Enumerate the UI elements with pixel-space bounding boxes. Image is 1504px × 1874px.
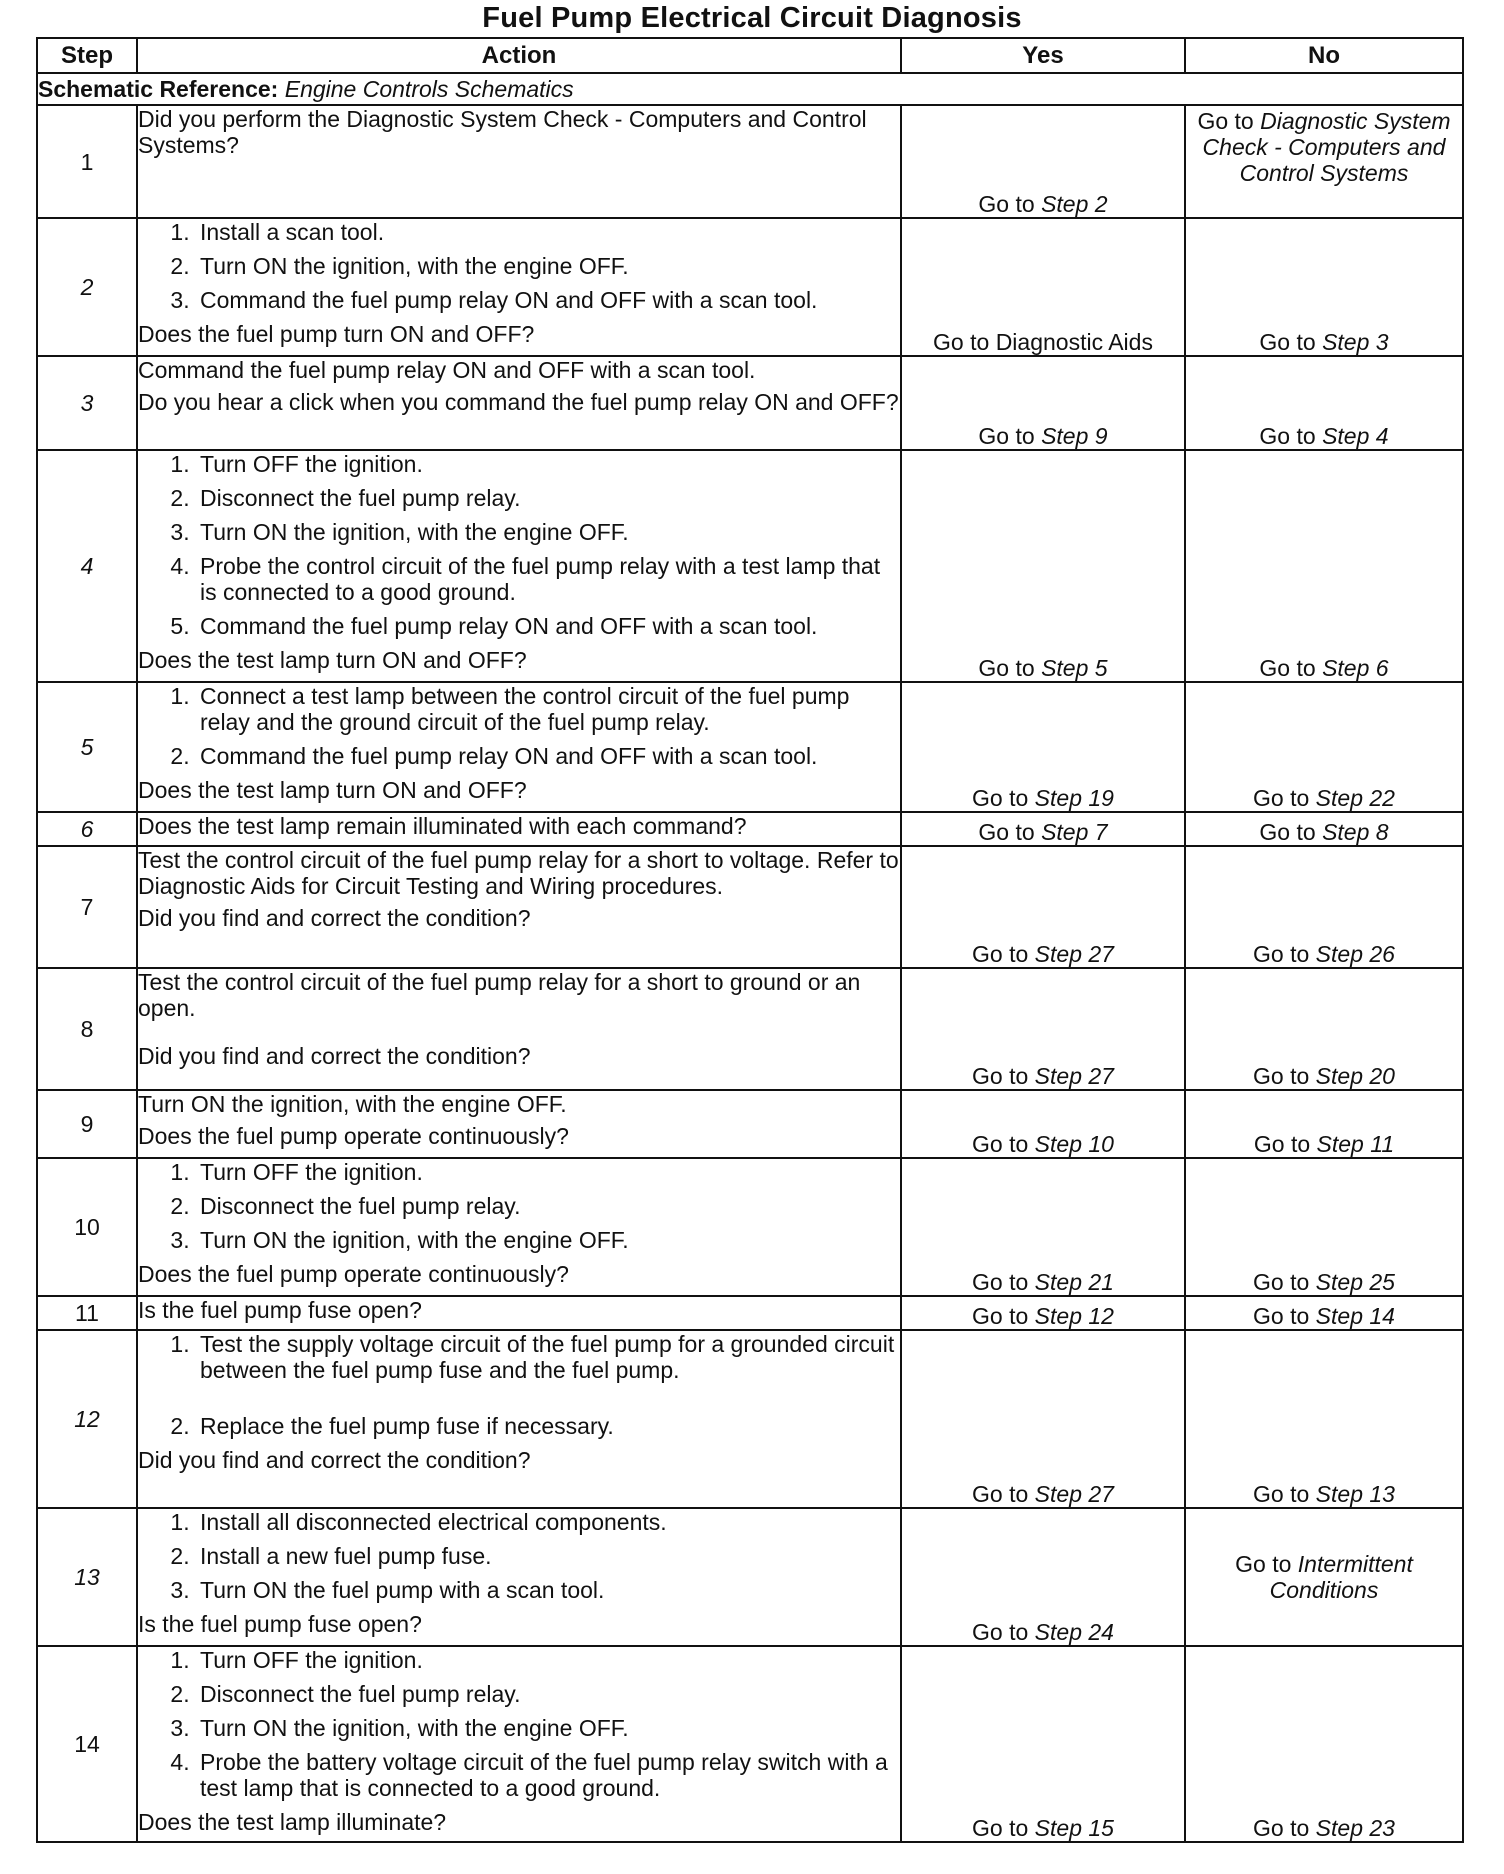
table-row xyxy=(37,1330,1463,1508)
action-item: 3. Turn ON the ignition, with the engine OFF. xyxy=(196,1227,900,1253)
action-item: 2. Disconnect the fuel pump relay. xyxy=(196,485,900,511)
action-steps xyxy=(138,1509,900,1603)
action-cell xyxy=(137,218,901,356)
go-to-text: Go to xyxy=(1253,1131,1311,1157)
go-to-text: Go to xyxy=(978,819,1035,845)
yes-cell xyxy=(901,812,1185,846)
go-to-text: Go to xyxy=(1253,1063,1310,1089)
yes-target: Step 9 xyxy=(1041,423,1108,449)
action-question: Is the fuel pump fuse open? xyxy=(138,1611,422,1637)
action-item: 3. Command the fuel pump relay ON and OFF with a scan tool. xyxy=(196,287,900,313)
action-question: Does the test lamp turn ON and OFF? xyxy=(138,647,527,673)
action-question: Does the fuel pump operate continuously? xyxy=(138,1261,569,1287)
table-row xyxy=(37,218,1463,356)
no-target: Step 13 xyxy=(1315,1481,1395,1507)
no-target: Step 6 xyxy=(1322,655,1389,681)
action-steps xyxy=(138,683,900,769)
no-target: Step 23 xyxy=(1315,1815,1395,1841)
spacer xyxy=(138,1021,900,1043)
action-item: 1. Install a scan tool. xyxy=(196,219,900,245)
go-to-text: Go to xyxy=(972,1815,1029,1841)
no-cell xyxy=(1185,1090,1463,1158)
yes-target: Step 10 xyxy=(1034,1131,1114,1157)
step-number: 10 xyxy=(37,1158,137,1296)
step-number: 3 xyxy=(37,356,137,450)
action-item: 1. Turn OFF the ignition. xyxy=(196,1647,900,1673)
table-row xyxy=(37,450,1463,682)
action-item: 1. Turn OFF the ignition. xyxy=(196,451,900,477)
action-item: 2. Command the fuel pump relay ON and OFF with a scan tool. xyxy=(196,743,900,769)
step-number: 7 xyxy=(37,846,137,968)
no-cell xyxy=(1185,1508,1463,1646)
no-cell xyxy=(1185,968,1463,1090)
action-item: 2. Disconnect the fuel pump relay. xyxy=(196,1681,900,1707)
no-cell xyxy=(1185,1330,1463,1508)
action-item: 1. Test the supply voltage circuit of the fuel pump for a grounded circuit between the fuel pump fuse and the fuel pump. xyxy=(196,1331,900,1383)
no-target: Step 8 xyxy=(1322,819,1389,845)
step-number: 5 xyxy=(37,682,137,812)
no-cell xyxy=(1185,812,1463,846)
action-item: 4. Probe the battery voltage circuit of the fuel pump relay switch with a test lamp that is connected to a good ground. xyxy=(196,1749,900,1801)
action-question: Does the fuel pump turn ON and OFF? xyxy=(138,321,535,347)
step-number: 11 xyxy=(37,1296,137,1330)
action-question: Did you find and correct the condition? xyxy=(138,1043,531,1069)
action-steps xyxy=(138,1159,900,1253)
action-item: 3. Turn ON the fuel pump with a scan tool. xyxy=(196,1577,900,1603)
action-cell xyxy=(137,1646,901,1842)
action-intro: Test the control circuit of the fuel pump relay for a short to voltage. Refer to Diagnostic Aids for Circuit Testing and Wiring procedures. xyxy=(138,847,899,899)
action-cell xyxy=(137,1090,901,1158)
yes-cell: Go to Diagnostic Aids xyxy=(901,218,1185,356)
go-to-text: Go to xyxy=(972,1619,1029,1645)
header-no: No xyxy=(1185,38,1463,73)
action-question: Does the test lamp illuminate? xyxy=(138,1809,447,1835)
go-to-text: Go to xyxy=(1235,1551,1292,1577)
go-to-text: Go to xyxy=(1253,1815,1310,1841)
table-row xyxy=(37,1646,1463,1842)
action-cell xyxy=(137,1158,901,1296)
action-intro: Test the control circuit of the fuel pump relay for a short to ground or an open. xyxy=(138,969,861,1021)
no-target: Step 14 xyxy=(1315,1303,1395,1329)
yes-cell xyxy=(901,1646,1185,1842)
no-target: Step 25 xyxy=(1315,1269,1395,1295)
step-number: 6 xyxy=(37,812,137,846)
table-row xyxy=(37,682,1463,812)
no-target: Step 20 xyxy=(1315,1063,1395,1089)
no-cell xyxy=(1185,1296,1463,1330)
table-row xyxy=(37,105,1463,218)
table-row xyxy=(37,356,1463,450)
action-item: 2. Replace the fuel pump fuse if necessary. xyxy=(196,1413,900,1439)
step-number: 8 xyxy=(37,968,137,1090)
action-cell xyxy=(137,1330,901,1508)
no-cell xyxy=(1185,682,1463,812)
yes-target: Step 27 xyxy=(1034,1481,1114,1507)
action-intro: Did you perform the Diagnostic System Check - Computers and Control Systems? xyxy=(138,106,867,158)
step-number: 13 xyxy=(37,1508,137,1646)
no-cell xyxy=(1185,105,1463,218)
action-cell xyxy=(137,682,901,812)
action-cell xyxy=(137,105,901,218)
go-to-text: Go to xyxy=(972,1063,1029,1089)
action-cell xyxy=(137,1508,901,1646)
action-question: Did you find and correct the condition? xyxy=(138,905,531,931)
action-intro: Turn ON the ignition, with the engine OFF. xyxy=(138,1091,567,1117)
yes-target: Step 2 xyxy=(1041,191,1108,217)
action-item: 2. Install a new fuel pump fuse. xyxy=(196,1543,900,1569)
table-row xyxy=(37,1508,1463,1646)
action-steps xyxy=(138,1331,900,1439)
action-intro: Does the test lamp remain illuminated with each command? xyxy=(138,813,747,839)
action-item: 2. Turn ON the ignition, with the engine OFF. xyxy=(196,253,900,279)
no-target: Step 26 xyxy=(1315,941,1395,967)
table-row xyxy=(37,1296,1463,1330)
yes-target: Step 7 xyxy=(1041,819,1108,845)
go-to-text: Go to xyxy=(972,785,1029,811)
go-to-text: Go to xyxy=(972,1481,1029,1507)
no-target: Step 4 xyxy=(1322,423,1389,449)
yes-cell xyxy=(901,1090,1185,1158)
go-to-text: Go to xyxy=(1253,941,1310,967)
table-row xyxy=(37,968,1463,1090)
go-to-text: Go to xyxy=(1259,423,1316,449)
go-to-text: Go to xyxy=(1253,1481,1310,1507)
header-row xyxy=(37,38,1463,73)
action-cell xyxy=(137,450,901,682)
schematic-label: Schematic Reference: xyxy=(38,76,279,102)
no-cell xyxy=(1185,1158,1463,1296)
no-cell xyxy=(1185,846,1463,968)
action-question: Do you hear a click when you command the fuel pump relay ON and OFF? xyxy=(138,389,899,415)
yes-target: Step 27 xyxy=(1034,941,1114,967)
yes-cell xyxy=(901,1296,1185,1330)
go-to-text: Go to xyxy=(1253,785,1310,811)
step-number: 14 xyxy=(37,1646,137,1842)
action-item: 1. Install all disconnected electrical components. xyxy=(196,1509,900,1535)
yes-cell xyxy=(901,682,1185,812)
action-cell xyxy=(137,846,901,968)
go-to-text: Go to xyxy=(972,941,1029,967)
no-cell xyxy=(1185,356,1463,450)
go-to-text: Go to xyxy=(1259,655,1316,681)
action-intro: Is the fuel pump fuse open? xyxy=(138,1297,422,1323)
action-cell xyxy=(137,1296,901,1330)
no-target: Step 3 xyxy=(1322,329,1389,355)
action-steps xyxy=(138,451,900,639)
yes-cell xyxy=(901,846,1185,968)
schematic-reference xyxy=(37,73,1463,105)
yes-target: Step 19 xyxy=(1034,785,1114,811)
action-cell xyxy=(137,356,901,450)
header-yes: Yes xyxy=(901,38,1185,73)
go-to-text: Go to xyxy=(1253,1303,1310,1329)
action-item: 2. Disconnect the fuel pump relay. xyxy=(196,1193,900,1219)
yes-target: Step 21 xyxy=(1034,1269,1114,1295)
yes-cell xyxy=(901,105,1185,218)
yes-target: Step 5 xyxy=(1041,655,1108,681)
yes-target: Step 12 xyxy=(1034,1303,1114,1329)
step-number: 1 xyxy=(37,105,137,218)
action-cell xyxy=(137,812,901,846)
go-to-text: Go to xyxy=(972,1131,1029,1157)
document-title: Fuel Pump Electrical Circuit Diagnosis xyxy=(482,2,1022,34)
yes-cell xyxy=(901,968,1185,1090)
action-question: Does the test lamp turn ON and OFF? xyxy=(138,777,527,803)
action-item: 1. Turn OFF the ignition. xyxy=(196,1159,900,1185)
action-item: 3. Turn ON the ignition, with the engine OFF. xyxy=(196,519,900,545)
table-row xyxy=(37,1158,1463,1296)
go-to-text: Go to xyxy=(978,423,1035,449)
no-cell xyxy=(1185,450,1463,682)
no-cell xyxy=(1185,218,1463,356)
step-number: 12 xyxy=(37,1330,137,1508)
action-item: 5. Command the fuel pump relay ON and OFF with a scan tool. xyxy=(196,613,900,639)
header-step: Step xyxy=(37,38,137,73)
table-row xyxy=(37,812,1463,846)
table-row xyxy=(37,1090,1463,1158)
table-row xyxy=(37,846,1463,968)
action-item: 4. Probe the control circuit of the fuel pump relay with a test lamp that is connected to a good ground. xyxy=(196,553,900,605)
yes-target: Step 27 xyxy=(1034,1063,1114,1089)
yes-cell xyxy=(901,356,1185,450)
yes-cell xyxy=(901,450,1185,682)
step-number: 9 xyxy=(37,1090,137,1158)
go-to-text: Go to xyxy=(1197,108,1254,134)
action-question: Did you find and correct the condition? xyxy=(138,1447,531,1473)
no-target: Diagnostic System Check - Computers and Control Systems xyxy=(1202,108,1451,186)
action-steps xyxy=(138,1647,900,1801)
action-cell xyxy=(137,968,901,1090)
yes-cell xyxy=(901,1508,1185,1646)
no-target: Intermittent Conditions xyxy=(1269,1551,1413,1603)
action-steps xyxy=(138,219,900,313)
go-to-text: Go to xyxy=(972,1303,1029,1329)
go-to-text: Go to xyxy=(1259,329,1316,355)
action-question: Does the fuel pump operate continuously? xyxy=(138,1123,569,1149)
yes-target: Step 24 xyxy=(1034,1619,1114,1645)
go-to-text: Go to xyxy=(1253,1269,1310,1295)
go-to-text: Go to xyxy=(978,655,1035,681)
action-item: 1. Connect a test lamp between the control circuit of the fuel pump relay and the ground circuit of the fuel pump relay. xyxy=(196,683,900,735)
yes-cell xyxy=(901,1330,1185,1508)
go-to-text: Go to xyxy=(1259,819,1316,845)
go-to-text: Go to xyxy=(972,1269,1029,1295)
header-action: Action xyxy=(137,38,901,73)
yes-target: Step 15 xyxy=(1034,1815,1114,1841)
yes-cell xyxy=(901,1158,1185,1296)
action-intro: Command the fuel pump relay ON and OFF with a scan tool. xyxy=(138,357,756,383)
step-number: 4 xyxy=(37,450,137,682)
no-target: Step 22 xyxy=(1315,785,1395,811)
go-to-text: Go to xyxy=(978,191,1035,217)
schematic-value: Engine Controls Schematics xyxy=(284,76,574,102)
schematic-row xyxy=(37,73,1463,105)
no-cell xyxy=(1185,1646,1463,1842)
step-number: 2 xyxy=(37,218,137,356)
no-target: Step 11 xyxy=(1316,1131,1395,1157)
action-item: 3. Turn ON the ignition, with the engine OFF. xyxy=(196,1715,900,1741)
diagnosis-table xyxy=(36,37,1464,1843)
